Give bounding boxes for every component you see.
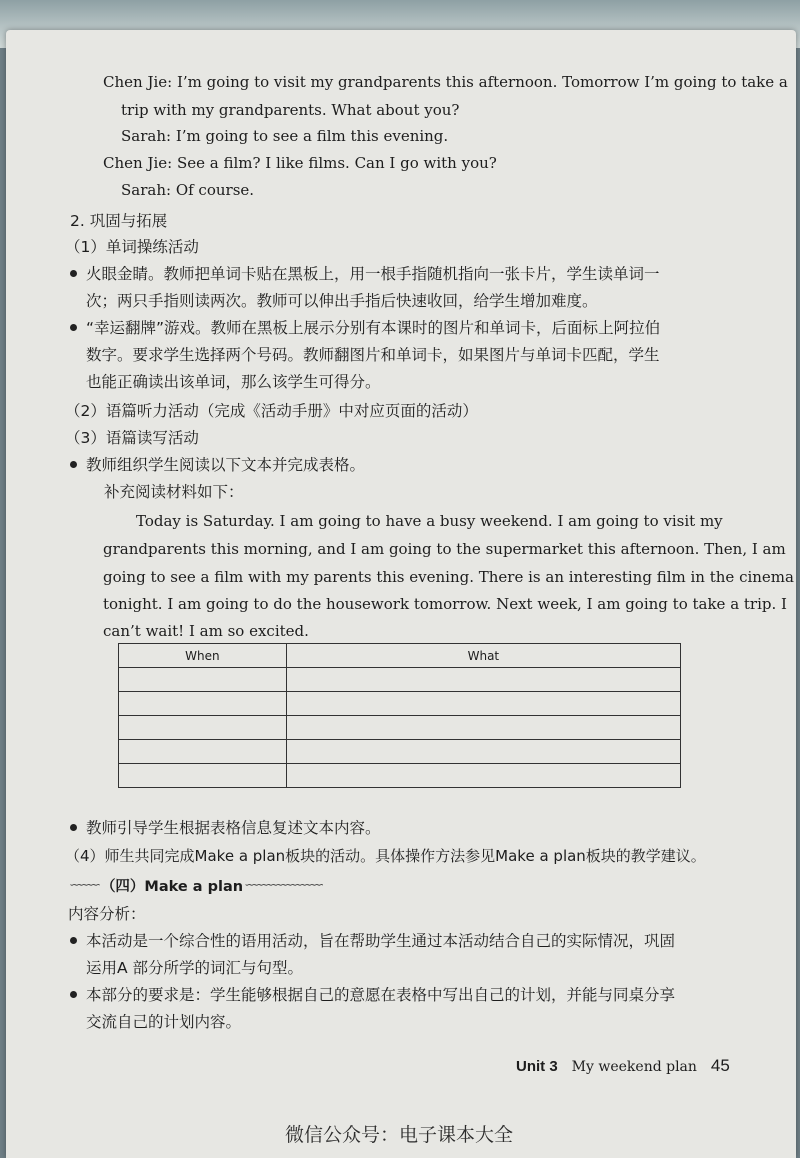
table-cell [286, 668, 680, 692]
bullet-dot [70, 937, 77, 944]
content-analysis-label: 内容分析： [68, 905, 146, 923]
bullet-text-line: 本活动是一个综合性的语用活动，旨在帮助学生通过本活动结合自己的实际情况，巩固 [86, 932, 676, 950]
page-number: 45 [710, 1056, 730, 1075]
bullet-text-line: 运用A 部分所学的词汇与句型。 [86, 959, 304, 977]
passage-line: going to see a film with my parents this evening. There is an interesting film in the cinema [103, 568, 794, 586]
subsection-3: （3）语篇读写活动 [65, 429, 199, 447]
table-row [119, 764, 681, 788]
passage-line: can’t wait! I am so excited. [103, 622, 309, 640]
dialogue-line-5: Sarah: Of course. [121, 181, 255, 199]
bullet-dot [70, 824, 77, 831]
dialogue-line-3: Sarah: I’m going to see a film this evening. [121, 127, 449, 145]
page-footer [516, 1056, 730, 1076]
table-row [119, 740, 681, 764]
passage-line: tonight. I am going to do the housework tomorrow. Next week, I am going to take a trip. I [103, 595, 787, 613]
bullet-text-line: 教师组织学生阅读以下文本并完成表格。 [86, 456, 366, 474]
table-cell [286, 716, 680, 740]
bullet-text-line: 交流自己的计划内容。 [86, 1013, 242, 1031]
bullet-text-line: 本部分的要求是：学生能够根据自己的意愿在表格中写出自己的计划，并能与同桌分享 [86, 986, 676, 1004]
dialogue-line-2: trip with my grandparents. What about you? [121, 101, 460, 119]
when-what-table [118, 643, 681, 788]
table-header-what: What [286, 644, 680, 668]
bullet-dot [70, 324, 77, 331]
bullet-text-line: 教师引导学生根据表格信息复述文本内容。 [86, 819, 381, 837]
dialogue-line-4: Chen Jie: See a film? I like films. Can I go with you? [103, 154, 497, 172]
table-cell [119, 692, 287, 716]
bullet-text-line: 数字。要求学生选择两个号码。教师翻图片和单词卡，如果图片与单词卡匹配，学生 [86, 346, 660, 364]
table-cell [286, 740, 680, 764]
table-cell [119, 716, 287, 740]
unit-label: Unit 3 [516, 1058, 558, 1075]
bullet-text-line: 火眼金睛。教师把单词卡贴在黑板上，用一根手指随机指向一张卡片，学生读单词一 [86, 265, 660, 283]
wave-ornament-right: ∽∽∽∽∽∽∽∽∽∽∽∽∽∽∽∽ [245, 880, 323, 891]
table-cell [119, 764, 287, 788]
watermark-text: 微信公众号：电子课本大全 [285, 1124, 514, 1146]
wave-ornament-left: ∽∽∽∽∽∽ [70, 880, 99, 891]
bullet-text-line: 也能正确读出该单词，那么该学生可得分。 [86, 373, 381, 391]
make-a-plan-heading [70, 875, 322, 896]
section-heading: 2. 巩固与拓展 [70, 212, 168, 230]
subsection-2: （2）语篇听力活动（完成《活动手册》中对应页面的活动） [65, 402, 478, 420]
reading-intro: 补充阅读材料如下： [104, 483, 244, 501]
section-heading: （四）Make a plan [100, 879, 244, 895]
passage-line: grandparents this morning, and I am going to the supermarket this afternoon. Then, I am [103, 540, 786, 558]
subsection-4: （4）师生共同完成Make a plan板块的活动。具体操作方法参见Make a plan板块的教学建议。 [65, 847, 706, 865]
table-header-row [119, 644, 681, 668]
table-row [119, 668, 681, 692]
bullet-dot [70, 991, 77, 998]
table-cell [286, 764, 680, 788]
passage-line: Today is Saturday. I am going to have a busy weekend. I am going to visit my [136, 512, 723, 530]
table-row [119, 692, 681, 716]
bullet-text-line: 次；两只手指则读两次。教师可以伸出手指后快速收回，给学生增加难度。 [86, 292, 598, 310]
subsection-1: （1）单词操练活动 [65, 238, 199, 256]
table-cell [286, 692, 680, 716]
bullet-dot [70, 461, 77, 468]
table-row [119, 716, 681, 740]
book-page [6, 30, 796, 1158]
table-cell [119, 740, 287, 764]
table-header-when: When [119, 644, 287, 668]
dialogue-line-1: Chen Jie: I’m going to visit my grandparents this afternoon. Tomorrow I’m going to take a [103, 73, 788, 91]
unit-title: My weekend plan [571, 1059, 697, 1075]
bullet-text-line: “幸运翻牌”游戏。教师在黑板上展示分别有本课时的图片和单词卡，后面标上阿拉伯 [86, 319, 661, 337]
bullet-dot [70, 270, 77, 277]
table-cell [119, 668, 287, 692]
